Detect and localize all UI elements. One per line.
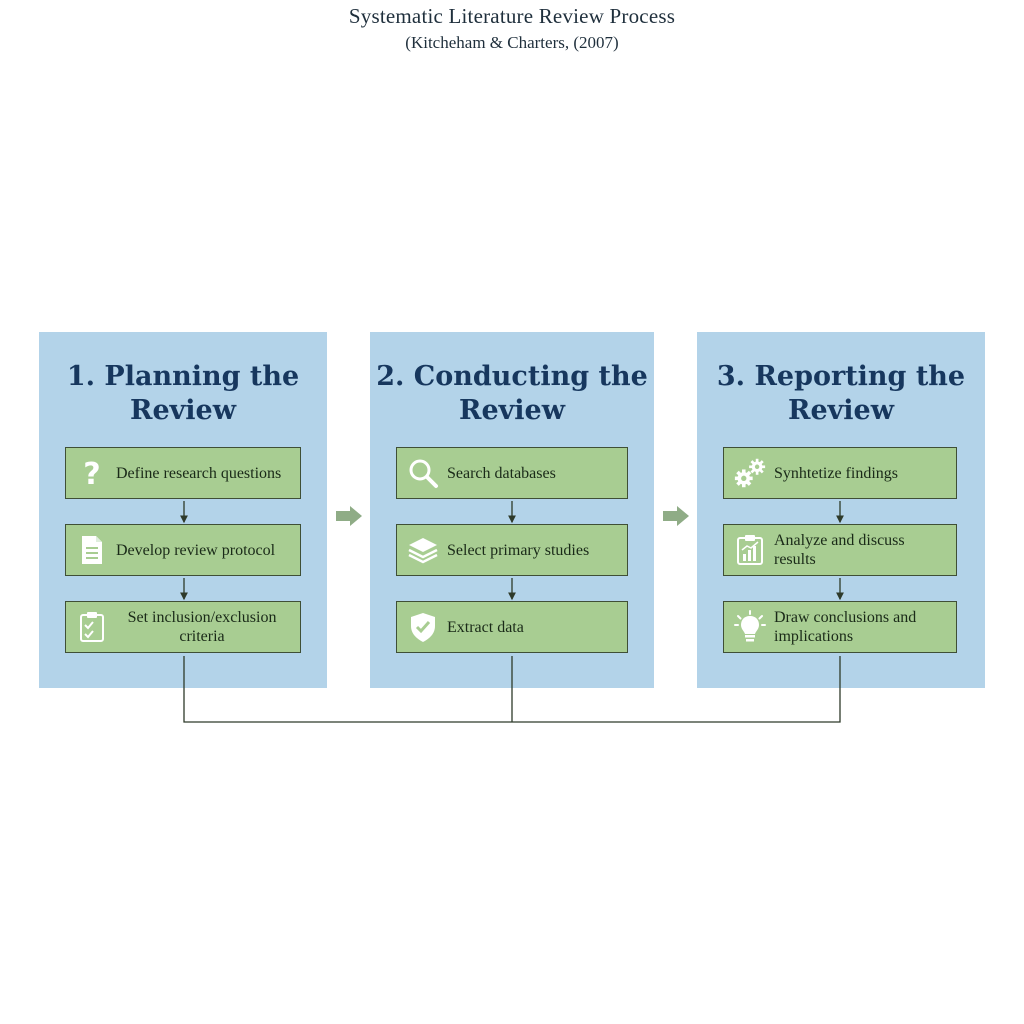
step-define-research-questions [65,447,301,499]
svg-text:?: ? [83,457,101,489]
step-set-criteria [65,601,301,653]
diagram-title: Systematic Literature Review Process [348,4,676,28]
lightbulb-icon [734,611,766,643]
phase-planning [39,332,327,688]
step-synthesize-findings [723,447,957,499]
diagram-subtitle: (Kitcheham & Charters, (2007) [405,33,619,52]
step-label: Draw conclusions and implications [774,609,917,645]
report-chart-icon [734,534,766,566]
phase-arrow-2-to-3 [663,506,689,526]
step-analyze-discuss [723,524,957,576]
step-label: Synhtetize findings [774,464,898,482]
step-label: Search databases [447,464,556,482]
checklist-icon [76,611,108,643]
step-search-databases [396,447,628,499]
step-label: Extract data [447,618,524,636]
magnifier-icon [407,457,439,489]
step-draw-conclusions [723,601,957,653]
shield-check-icon [407,611,439,643]
step-label: Select primary studies [447,541,590,559]
phase-title: 3. Reporting the Review [716,361,966,426]
step-develop-review-protocol [65,524,301,576]
phase-arrow-1-to-2 [336,506,362,526]
question-mark-icon [76,457,108,489]
step-label: Analyze and discuss results [774,532,905,568]
phase-reporting [697,332,985,688]
phase-conducting [370,332,654,688]
phase-title: 2. Conducting the Review [376,361,648,426]
layers-icon [407,534,439,566]
step-extract-data [396,601,628,653]
step-label: Define research questions [116,464,282,482]
step-select-primary-studies [396,524,628,576]
step-label: Set inclusion/exclusion criteria [127,609,277,645]
document-icon [76,534,108,566]
step-label: Develop review protocol [116,541,276,559]
phase-title: 1. Planning the Review [66,361,300,426]
gears-icon [734,457,766,489]
